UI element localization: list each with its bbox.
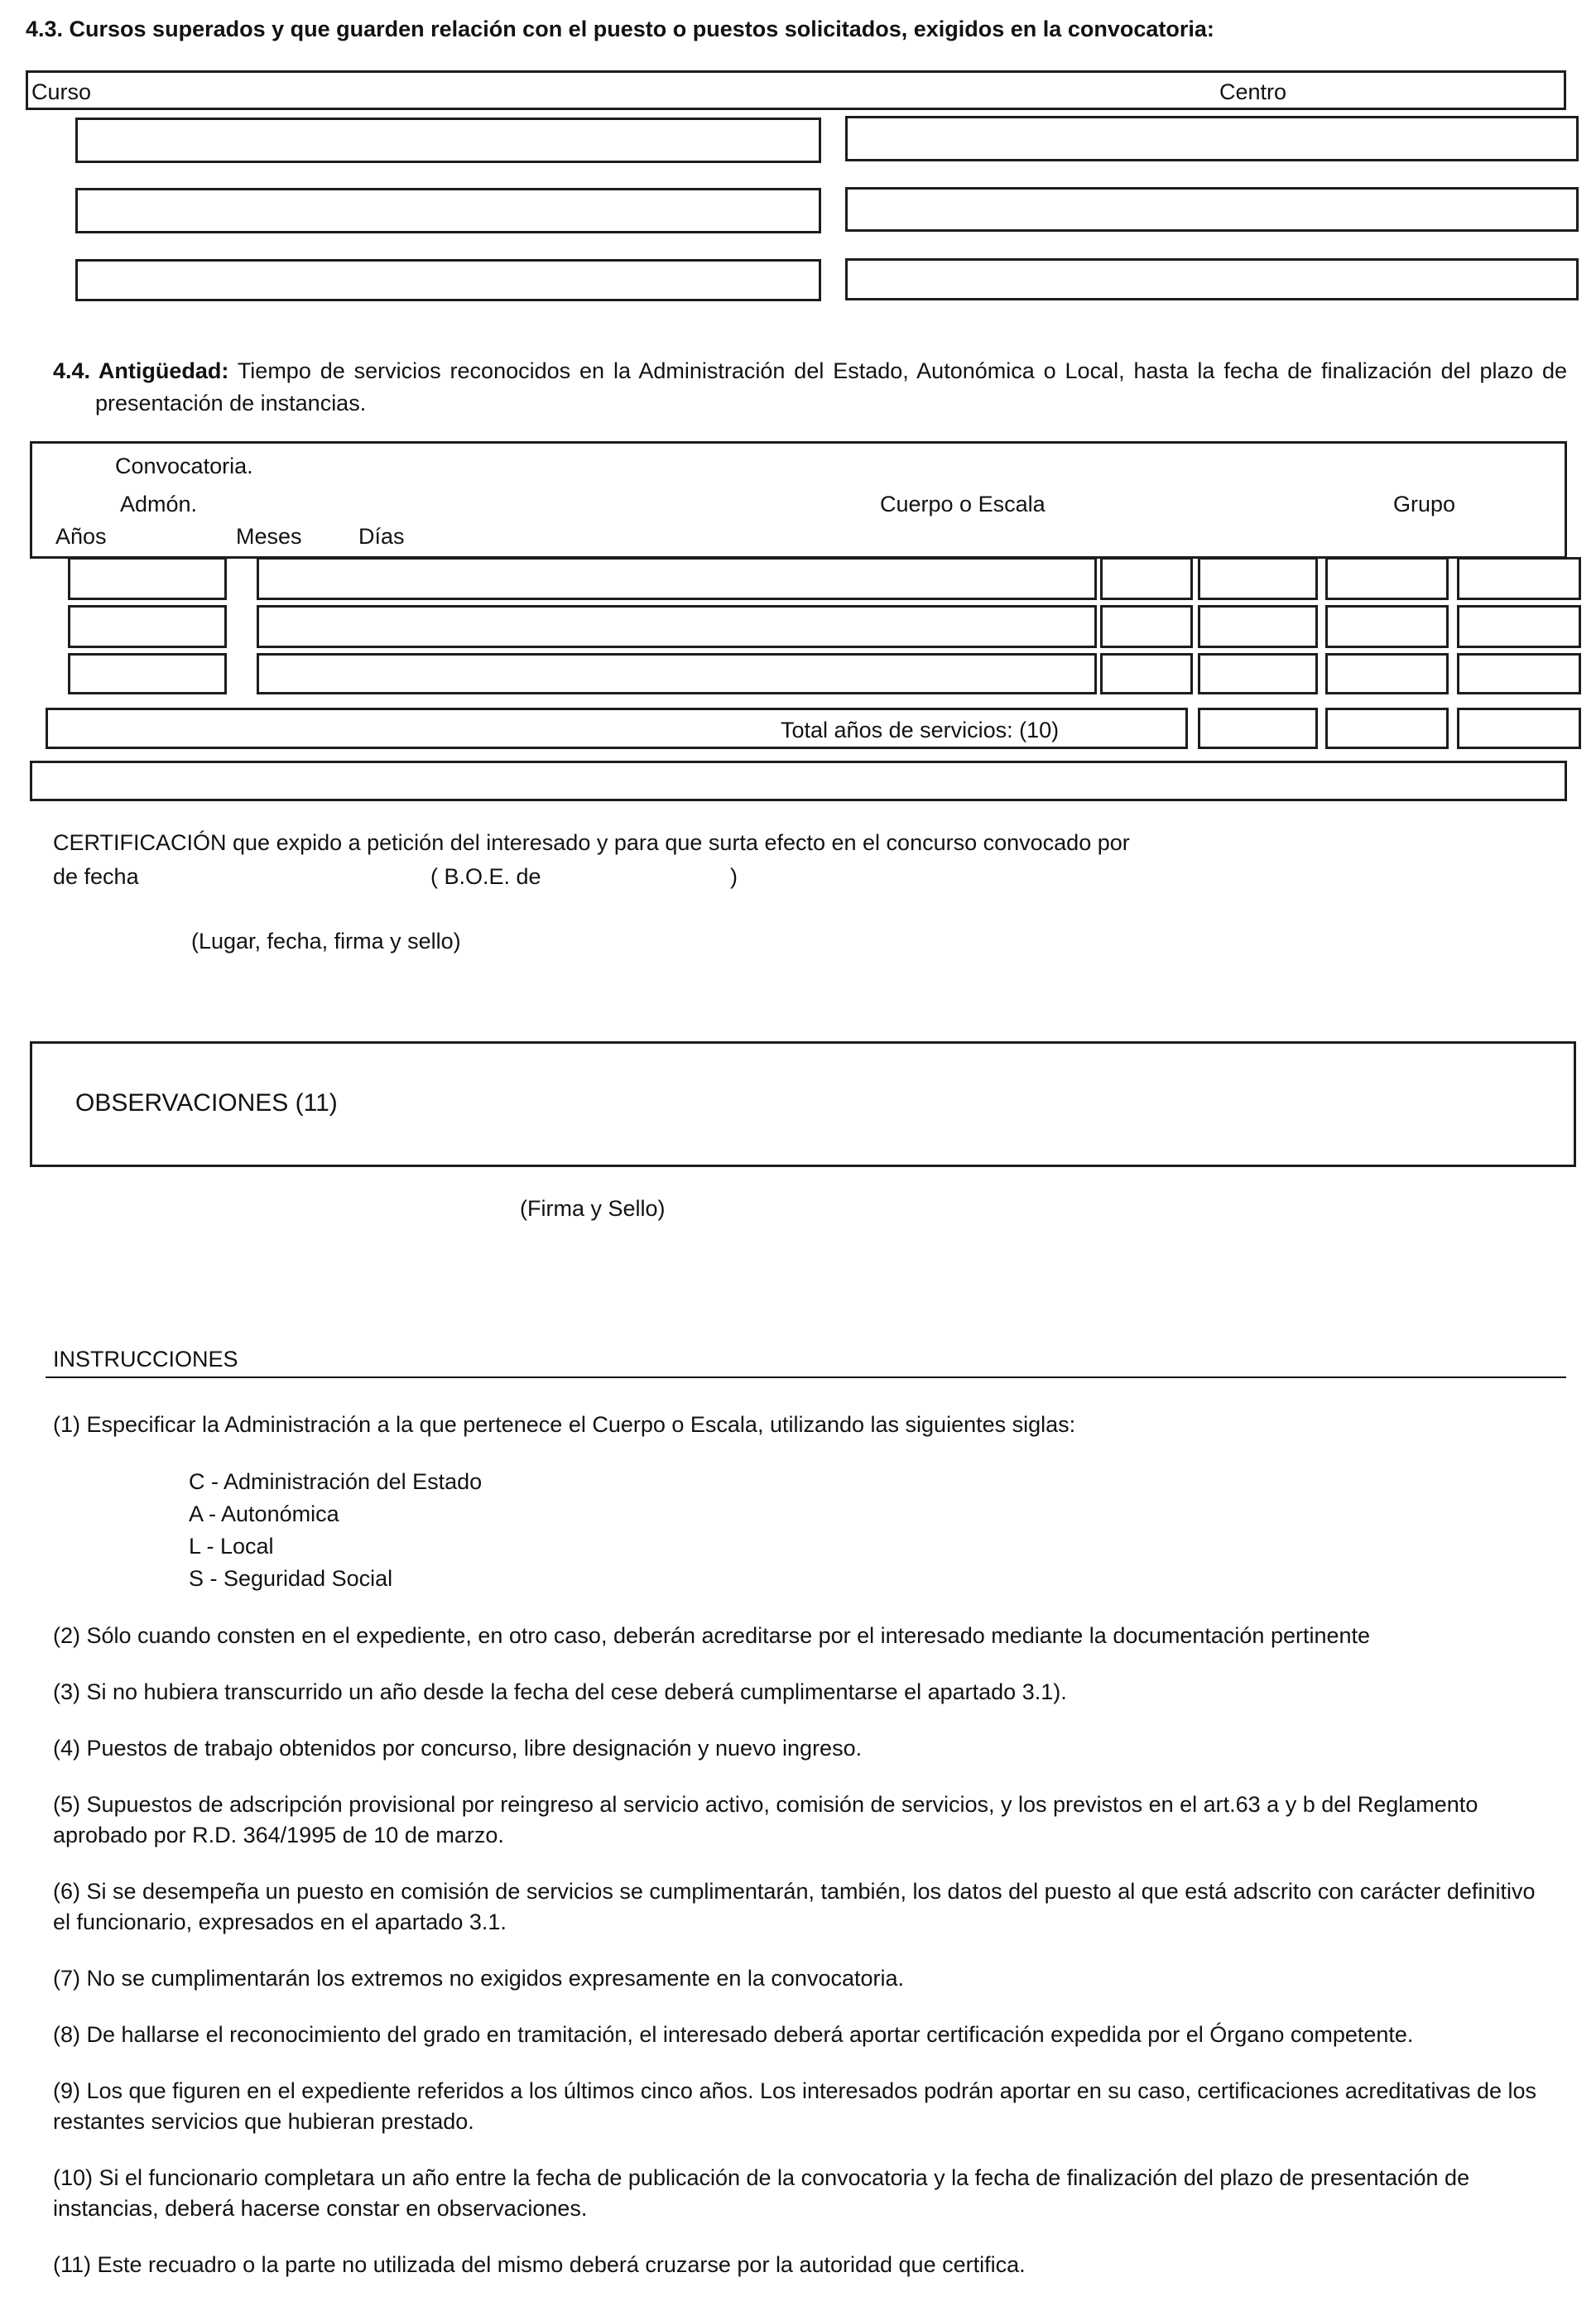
anos-field[interactable] xyxy=(1198,557,1318,600)
meses-column-label: Meses xyxy=(236,524,302,549)
cursos-table-header-row xyxy=(26,70,1566,110)
total-label-box xyxy=(46,708,1188,749)
cuerpo-escala-column-label: Cuerpo o Escala xyxy=(880,492,1046,516)
de-fecha-label: de fecha xyxy=(53,864,139,889)
sigla-item-c: C - Administración del Estado xyxy=(189,1469,483,1494)
certificacion-text: CERTIFICACIÓN que expido a petición del interesado y para que surta efecto en el concurso convocado por xyxy=(53,830,1130,855)
dias-column-label: Días xyxy=(358,524,405,549)
centro-field[interactable] xyxy=(845,187,1579,232)
centro-field[interactable] xyxy=(845,258,1579,300)
convocatoria-label: Convocatoria. xyxy=(115,454,253,478)
observaciones-box[interactable] xyxy=(30,1041,1576,1167)
cuerpo-escala-field[interactable] xyxy=(257,605,1097,648)
admon-column-label: Admón. xyxy=(120,492,198,516)
section-4-3-heading: 4.3. Cursos superados y que guarden relación con el puesto o puestos solicitados, exigidos en la convocatoria: xyxy=(26,17,1214,41)
curso-field[interactable] xyxy=(75,188,821,233)
centro-field[interactable] xyxy=(845,116,1579,161)
antiguedad-footer-field[interactable] xyxy=(30,761,1567,801)
instruccion-item-10: (10) Si el funcionario completara un año entre la fecha de publicación de la convocatoria y la fecha de finalización del plazo de presentación de instancias, deberá hacerse constar en observaciones. xyxy=(53,2165,1470,2221)
section-4-4-text: Tiempo de servicios reconocidos en la Administración del Estado, Autonómica o Local, hasta la fecha de finalización del plazo de presentación de instancias. xyxy=(95,358,1568,416)
total-meses-field[interactable] xyxy=(1325,708,1449,749)
sigla-item-a: A - Autonómica xyxy=(189,1501,339,1526)
cuerpo-escala-field[interactable] xyxy=(257,557,1097,600)
boe-close-paren-label: ) xyxy=(730,864,738,889)
grupo-field[interactable] xyxy=(1100,605,1193,648)
total-anos-servicios-label: Total años de servicios: (10) xyxy=(781,718,1060,742)
instruccion-item-5: (5) Supuestos de adscripción provisional por reingreso al servicio activo, comisión de servicios, y los previstos en el art.63 a y b del Reglamento aprobado por R.D. 364/1995 de 10 de marzo. xyxy=(53,1792,1478,1847)
anos-column-label: Años xyxy=(55,524,107,549)
total-dias-field[interactable] xyxy=(1457,708,1581,749)
curso-field[interactable] xyxy=(75,259,821,301)
total-anos-field[interactable] xyxy=(1198,708,1318,749)
sigla-item-s: S - Seguridad Social xyxy=(189,1566,393,1591)
observaciones-title: OBSERVACIONES (11) xyxy=(75,1089,338,1117)
instruccion-item-8: (8) De hallarse el reconocimiento del grado en tramitación, el interesado deberá aportar certificación expedida por el Órgano competente. xyxy=(53,2022,1414,2047)
grupo-field[interactable] xyxy=(1100,557,1193,600)
instruccion-item-1: (1) Especificar la Administración a la que pertenece el Cuerpo o Escala, utilizando las siguientes siglas: xyxy=(53,1412,1076,1437)
instrucciones-title: INSTRUCCIONES xyxy=(53,1347,238,1372)
cuerpo-escala-field[interactable] xyxy=(257,653,1097,694)
curso-field[interactable] xyxy=(75,118,821,163)
antiguedad-header-box xyxy=(30,441,1567,559)
lugar-fecha-firma-sello-label: (Lugar, fecha, firma y sello) xyxy=(191,929,461,954)
instrucciones-divider xyxy=(46,1376,1566,1378)
instruccion-item-2: (2) Sólo cuando consten en el expediente, en otro caso, deberán acreditarse por el interesado mediante la documentación pertinente xyxy=(53,1623,1371,1648)
admon-field[interactable] xyxy=(68,605,227,648)
grupo-field[interactable] xyxy=(1100,653,1193,694)
admon-field[interactable] xyxy=(68,557,227,600)
anos-field[interactable] xyxy=(1198,605,1318,648)
centro-column-header: Centro xyxy=(1219,79,1287,104)
instruccion-item-9: (9) Los que figuren en el expediente referidos a los últimos cinco años. Los interesados podrán aportar en su caso, certificaciones acreditativas de los restantes servicios que hubieran prestado. xyxy=(53,2078,1537,2134)
instruccion-item-7: (7) No se cumplimentarán los extremos no exigidos expresamente en la convocatoria. xyxy=(53,1966,905,1991)
instruccion-item-11: (11) Este recuadro o la parte no utilizada del mismo deberá cruzarse por la autoridad que certifica. xyxy=(53,2252,1026,2277)
instruccion-item-4: (4) Puestos de trabajo obtenidos por concurso, libre designación y nuevo ingreso. xyxy=(53,1736,863,1761)
anos-field[interactable] xyxy=(1198,653,1318,694)
section-4-4-heading xyxy=(53,355,1567,420)
siglas-list xyxy=(189,1466,1543,1595)
dias-field[interactable] xyxy=(1457,605,1581,648)
dias-field[interactable] xyxy=(1457,653,1581,694)
instruccion-item-3: (3) Si no hubiera transcurrido un año desde la fecha del cese deberá cumplimentarse el apartado 3.1). xyxy=(53,1679,1067,1704)
boe-label: ( B.O.E. de xyxy=(430,864,541,889)
curso-column-header: Curso xyxy=(31,79,92,104)
admon-field[interactable] xyxy=(68,653,227,694)
dias-field[interactable] xyxy=(1457,557,1581,600)
meses-field[interactable] xyxy=(1325,653,1449,694)
grupo-column-label: Grupo xyxy=(1393,492,1456,516)
section-4-4-number-label: 4.4. Antigüedad: xyxy=(53,358,229,383)
instruccion-item-6: (6) Si se desempeña un puesto en comisión de servicios se cumplimentarán, también, los datos del puesto al que está adscrito con carácter definitivo el funcionario, expresados en el apartado 3.1. xyxy=(53,1879,1536,1934)
meses-field[interactable] xyxy=(1325,557,1449,600)
sigla-item-l: L - Local xyxy=(189,1534,274,1559)
firma-sello-label: (Firma y Sello) xyxy=(520,1196,666,1221)
meses-field[interactable] xyxy=(1325,605,1449,648)
instrucciones-list xyxy=(53,1410,1543,2306)
